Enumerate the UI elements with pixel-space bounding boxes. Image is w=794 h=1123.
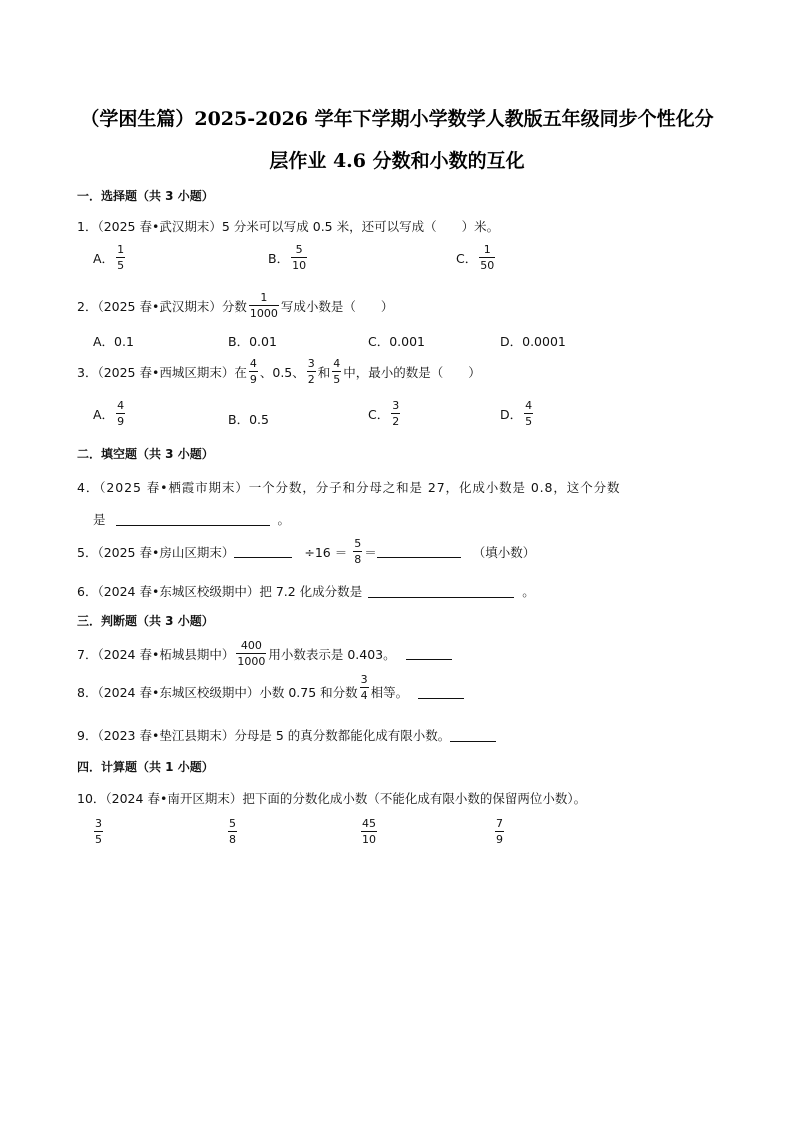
fraction [495,818,504,845]
stem-text: ÷16 ＝ [304,544,348,560]
q1-option-b[interactable] [268,244,309,271]
question-4-stem: 4．（2025 春•栖霞市期末）一个分数，分子和分母之和是 27，化成小数是 0.8，这个分数 [77,480,621,495]
q10-fraction-2 [226,818,239,845]
q2-option-a[interactable]: A．0.1 [93,334,134,349]
stem-text: （填小数） [472,544,536,560]
answer-blank[interactable] [377,545,461,558]
fraction [332,358,341,385]
denominator: 9 [117,415,125,428]
answer-blank[interactable] [406,647,452,660]
option-label: A． [93,406,115,422]
q3-option-b[interactable]: B．0.5 [228,412,269,427]
denominator: 2 [392,415,400,428]
denominator: 10 [292,259,307,272]
q10-fraction-4 [493,818,506,845]
stem-text: 6．（2024 春•东城区校级期中）把 7.2 化成分数是 [77,584,363,599]
q10-fraction-3 [359,818,379,845]
denominator: 1000 [237,655,266,668]
denominator: 1000 [249,307,278,320]
stem-text: 、0.5、 [259,364,305,380]
stem-text: 7．（2024 春•柘城县期中） [77,646,235,662]
q3-option-c[interactable] [368,400,402,427]
option-label: B． [268,250,290,266]
stem-text: 写成小数是（ ） [280,298,394,314]
fraction [291,244,307,271]
option-label: C． [456,250,478,266]
fraction [116,400,125,427]
answer-blank[interactable] [418,686,464,699]
option-label: C． [368,406,390,422]
question-6-stem [77,582,535,600]
fraction [249,358,258,385]
question-8-stem [77,672,464,702]
q2-option-d[interactable]: D．0.0001 [500,334,566,349]
denominator: 5 [525,415,533,428]
section-heading-calc: 四．计算题（共 1 小题） [77,760,214,774]
question-7-stem [77,640,452,667]
fraction [361,818,377,845]
denominator: 8 [354,553,362,566]
denominator: 5 [117,259,125,272]
fraction [307,358,316,385]
answer-blank[interactable] [234,545,292,558]
denominator: 4 [360,688,368,702]
numerator: 4 [249,357,257,370]
stem-text: 3．（2025 春•西城区期末）在 [77,364,247,380]
question-5-stem [77,538,535,565]
numerator: 3 [392,399,400,412]
stem-text: 5．（2025 春•房山区期末） [77,544,235,560]
stem-text: 是 [93,512,106,527]
stem-text: 2．（2025 春•武汉期末）分数 [77,298,247,314]
denominator: 5 [95,833,102,846]
answer-blank[interactable] [368,585,514,598]
q1-option-a[interactable] [93,244,127,271]
fraction [249,292,279,319]
numerator: 1 [117,243,125,256]
denominator: 2 [307,373,315,386]
q2-option-b[interactable]: B．0.01 [228,334,277,349]
question-9-stem [77,726,496,744]
answer-blank[interactable] [450,729,496,742]
fraction [236,640,266,667]
numerator: 4 [525,399,533,412]
stem-text: 用小数表示是 0.403。 [268,646,396,662]
page-title-line1: （学困生篇）2025-2026 学年下学期小学数学人教版五年级同步个性化分 [80,108,714,130]
numerator: 7 [496,817,503,830]
stem-text: 9．（2023 春•垫江县期末）分母是 5 的真分数都能化成有限小数。 [77,728,451,743]
denominator: 50 [480,259,495,272]
section-heading-judge: 三．判断题（共 3 小题） [77,614,214,628]
denominator: 9 [496,833,503,846]
q3-option-a[interactable] [93,400,127,427]
denominator: 10 [362,833,376,846]
fraction [391,400,400,427]
numerator: 1 [483,243,491,256]
numerator: 4 [117,399,125,412]
fraction [228,818,237,845]
question-3-stem [77,358,481,385]
numerator: 400 [240,639,262,652]
stem-text: ＝ [364,544,377,560]
question-2-stem [77,292,393,319]
numerator: 3 [360,672,368,686]
numerator: 4 [333,357,341,370]
question-10-stem: 10．（2024 春•南开区期末）把下面的分数化成小数（不能化成有限小数的保留两位小数）。 [77,791,587,806]
numerator: 5 [295,243,303,256]
page-title-line2: 层作业 4.6 分数和小数的互化 [269,150,525,172]
denominator: 9 [249,373,257,386]
numerator: 5 [354,537,362,550]
q3-option-d[interactable] [500,400,535,427]
numerator: 1 [260,291,268,304]
q2-option-c[interactable]: C．0.001 [368,334,426,349]
stem-text: 和 [317,364,331,380]
fraction [479,244,495,271]
fraction [360,674,369,701]
fraction [116,244,125,271]
numerator: 45 [362,817,376,830]
fraction [524,400,533,427]
stem-text: 。 [277,512,291,527]
stem-text: 。 [522,584,535,599]
stem-text: 中，最小的数是（ ） [343,364,481,380]
numerator: 5 [229,817,236,830]
q1-option-c[interactable] [456,244,497,271]
denominator: 8 [229,833,236,846]
fraction [353,538,362,565]
section-heading-choice: 一．选择题（共 3 小题） [77,189,214,203]
question-1-stem: 1．（2025 春•武汉期末）5 分米可以写成 0.5 米，还可以写成（ ）米。 [77,219,500,234]
answer-blank[interactable] [116,513,270,526]
option-label: D． [500,406,523,422]
stem-text: 8．（2024 春•东城区校级期中）小数 0.75 和分数 [77,685,358,700]
numerator: 3 [95,817,102,830]
denominator: 5 [333,373,341,386]
fraction [94,818,103,845]
question-4-answer-line [93,510,290,528]
q10-fraction-1 [92,818,105,845]
numerator: 3 [307,357,315,370]
option-label: A． [93,250,115,266]
section-heading-fill: 二．填空题（共 3 小题） [77,447,214,461]
stem-text: 相等。 [370,685,409,700]
